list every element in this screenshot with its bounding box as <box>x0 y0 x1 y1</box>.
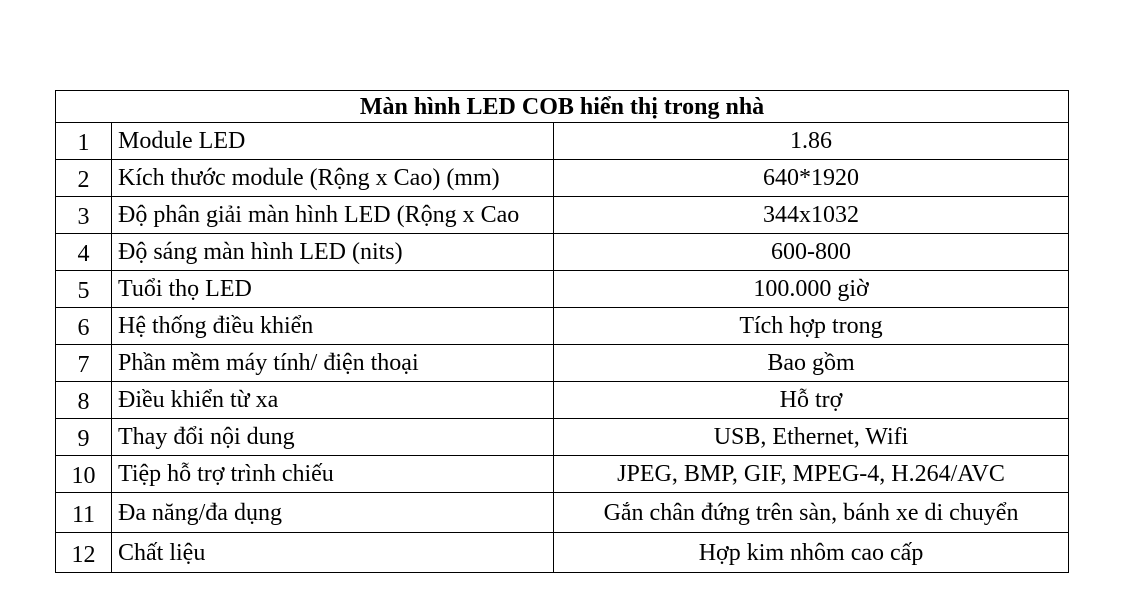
table-title: Màn hình LED COB hiển thị trong nhà <box>56 91 1069 123</box>
table-row <box>56 271 1069 308</box>
row-number: 11 <box>56 493 112 533</box>
row-label: Chất liệu <box>112 533 554 573</box>
row-label: Đa năng/đa dụng <box>112 493 554 533</box>
row-value: Tích hợp trong <box>554 308 1069 345</box>
table-row <box>56 533 1069 573</box>
row-label: Độ sáng màn hình LED (nits) <box>112 234 554 271</box>
row-number: 7 <box>56 345 112 382</box>
row-label: Độ phân giải màn hình LED (Rộng x Cao <box>112 197 554 234</box>
row-value: Hỗ trợ <box>554 382 1069 419</box>
table-row <box>56 456 1069 493</box>
table-row <box>56 419 1069 456</box>
row-value: JPEG, BMP, GIF, MPEG-4, H.264/AVC <box>554 456 1069 493</box>
row-number: 6 <box>56 308 112 345</box>
row-label: Phần mềm máy tính/ điện thoại <box>112 345 554 382</box>
row-value: 600-800 <box>554 234 1069 271</box>
row-number: 4 <box>56 234 112 271</box>
row-number: 10 <box>56 456 112 493</box>
row-value: 100.000 giờ <box>554 271 1069 308</box>
row-number: 5 <box>56 271 112 308</box>
row-value: USB, Ethernet, Wifi <box>554 419 1069 456</box>
table-row <box>56 382 1069 419</box>
row-number: 3 <box>56 197 112 234</box>
row-label: Tuổi thọ LED <box>112 271 554 308</box>
table-row <box>56 345 1069 382</box>
row-label: Kích thước module (Rộng x Cao) (mm) <box>112 160 554 197</box>
row-number: 12 <box>56 533 112 573</box>
row-label: Thay đổi nội dung <box>112 419 554 456</box>
table-row <box>56 123 1069 160</box>
table-row <box>56 160 1069 197</box>
table-row <box>56 493 1069 533</box>
row-label: Tiệp hỗ trợ trình chiếu <box>112 456 554 493</box>
row-number: 1 <box>56 123 112 160</box>
table-title-row <box>56 91 1069 123</box>
row-number: 9 <box>56 419 112 456</box>
spec-table <box>55 90 1069 573</box>
row-value: Gắn chân đứng trên sàn, bánh xe di chuyển <box>554 493 1069 533</box>
table-row <box>56 234 1069 271</box>
row-label: Module LED <box>112 123 554 160</box>
row-value: Hợp kim nhôm cao cấp <box>554 533 1069 573</box>
row-value: 1.86 <box>554 123 1069 160</box>
row-number: 8 <box>56 382 112 419</box>
row-value: 344x1032 <box>554 197 1069 234</box>
row-label: Hệ thống điều khiển <box>112 308 554 345</box>
row-number: 2 <box>56 160 112 197</box>
table-row <box>56 197 1069 234</box>
row-value: Bao gồm <box>554 345 1069 382</box>
row-label: Điều khiển từ xa <box>112 382 554 419</box>
row-value: 640*1920 <box>554 160 1069 197</box>
table-row <box>56 308 1069 345</box>
